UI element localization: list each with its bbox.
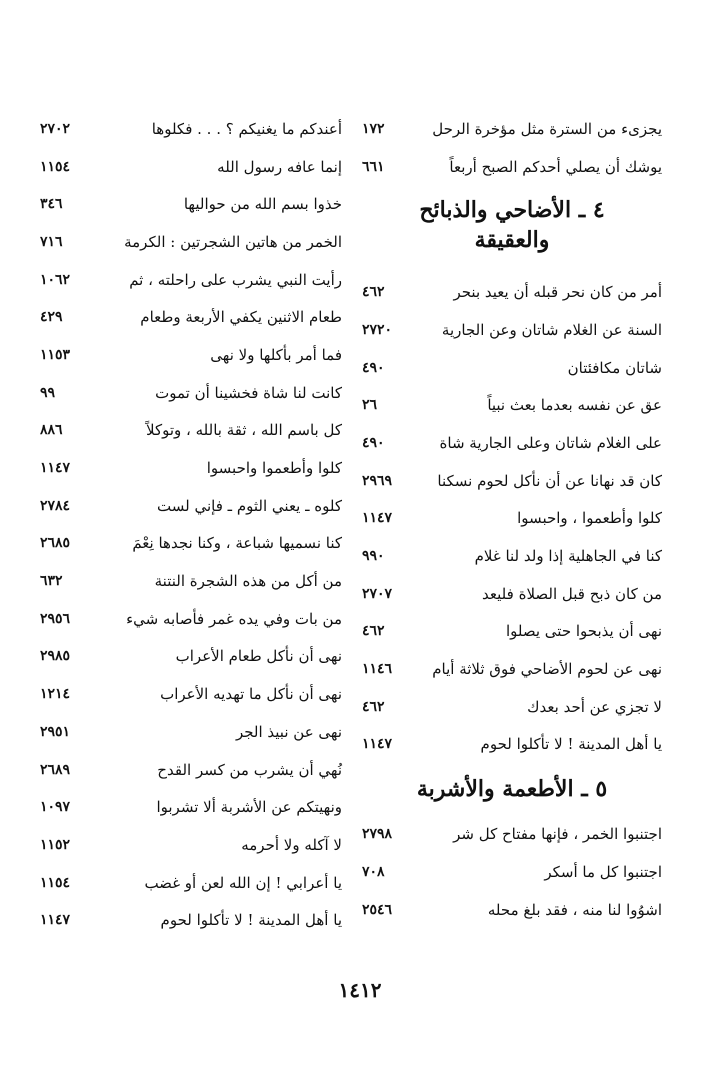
entry-text: نهى عن نبيذ الجر — [235, 722, 342, 741]
entry-number: ٢٦ — [362, 397, 378, 414]
entry-text: كل باسم الله ، ثقة بالله ، وتوكلاً — [146, 421, 342, 440]
entry-number: ٢٦٨٩ — [40, 761, 71, 778]
entry-text: اجتنبوا كل ما أسكر — [544, 862, 662, 881]
index-entry — [40, 185, 342, 223]
entry-number: ١١٤٧ — [362, 736, 393, 753]
index-entry — [362, 500, 662, 538]
index-entry — [40, 412, 342, 450]
entry-text: نهى أن نأكل ما تهديه الأعراب — [160, 685, 342, 704]
entry-number: ١١٤٧ — [362, 510, 393, 527]
entry-number: ٢٧٩٨ — [362, 826, 393, 843]
entry-text: كلوه ـ يعني الثوم ـ فإني لست — [157, 496, 342, 515]
entry-text: إنما عافه رسول الله — [217, 157, 342, 176]
entry-text: كلوا وأطعموا واحبسوا — [206, 459, 342, 478]
entry-number: ٨٨٦ — [40, 422, 63, 439]
index-entry — [40, 675, 342, 713]
entry-number: ١٠٩٧ — [40, 799, 71, 816]
entry-number: ١٠٦٢ — [40, 271, 71, 288]
index-entry — [362, 853, 662, 891]
right-column — [362, 110, 662, 928]
entry-number: ١١٥٢ — [40, 836, 71, 853]
index-entry — [40, 638, 342, 676]
index-entry — [40, 525, 342, 563]
index-entry — [362, 462, 662, 500]
entry-text: يا أعرابي ! إن الله لعن أو غضب — [144, 873, 342, 892]
entry-text: رأيت النبي يشرب على راحلته ، ثم — [129, 270, 342, 289]
entry-text: نهى أن يذبحوا حتى يصلوا — [505, 622, 662, 641]
section-heading-line: ٤ ـ الأضاحي والذبائح — [419, 197, 605, 224]
entry-text: يجزىء من السترة مثل مؤخرة الرحل — [432, 119, 662, 138]
index-entry — [40, 261, 342, 299]
entry-number: ٢٩٦٩ — [362, 472, 393, 489]
entry-text: من بات وفي يده غمر فأصابه شيء — [126, 609, 342, 628]
entry-text: كنا نسميها شباعة ، وكنا نجدها نِعْمَ — [132, 534, 342, 553]
index-entry — [40, 487, 342, 525]
entry-text: الخمر من هاتين الشجرتين : الكرمة — [124, 232, 342, 251]
entry-number: ١٢١٤ — [40, 686, 71, 703]
index-entry — [40, 713, 342, 751]
section-heading-5 — [362, 763, 662, 815]
index-entry — [362, 349, 662, 387]
index-entry — [362, 726, 662, 764]
entry-number: ٩٩ — [40, 384, 56, 401]
entry-number: ٤٦٢ — [362, 623, 385, 640]
index-entry — [362, 575, 662, 613]
index-entry — [40, 826, 342, 864]
entry-number: ٤٩٠ — [362, 434, 385, 451]
index-entry — [362, 110, 662, 148]
entry-text: عق عن نفسه بعدما بعث نبياً — [487, 396, 662, 415]
index-entry — [362, 311, 662, 349]
entry-text: طعام الاثنين يكفي الأربعة وطعام — [140, 308, 342, 327]
entry-number: ٧٠٨ — [362, 863, 385, 880]
entry-number: ٤٦٢ — [362, 284, 385, 301]
entry-text: يا أهل المدينة ! لا تأكلوا لحوم — [160, 911, 342, 930]
index-entry — [362, 148, 662, 186]
entry-text: لا آكله ولا أحرمه — [241, 835, 342, 854]
section-heading-4 — [362, 185, 662, 273]
section-heading-line: ٥ ـ الأطعمة والأشربة — [416, 776, 608, 803]
index-entry — [362, 273, 662, 311]
entry-text: نهى عن لحوم الأضاحي فوق ثلاثة أيام — [432, 660, 662, 679]
entry-number: ٢٦٨٥ — [40, 535, 71, 552]
index-entry — [362, 613, 662, 651]
entry-text: من أكل من هذه الشجرة النتنة — [154, 572, 342, 591]
entry-text: يوشك أن يصلي أحدكم الصبح أربعاً — [449, 157, 662, 176]
index-entry — [362, 650, 662, 688]
index-entry — [362, 815, 662, 853]
index-entry — [40, 223, 342, 261]
entry-number: ٢٧٢٠ — [362, 321, 393, 338]
index-entry — [40, 751, 342, 789]
entry-number: ٢٧٠٢ — [40, 120, 71, 137]
entry-text: خذوا بسم الله من حواليها — [183, 195, 342, 214]
entry-number: ١١٥٤ — [40, 874, 71, 891]
entry-text: يا أهل المدينة ! لا تأكلوا لحوم — [480, 735, 662, 754]
entry-text: ونهيتكم عن الأشربة ألا تشربوا — [156, 798, 342, 817]
left-column — [40, 110, 342, 939]
entry-text: كلوا وأطعموا ، واحبسوا — [517, 509, 662, 528]
entry-text: نُهي أن يشرب من كسر القدح — [157, 760, 342, 779]
entry-number: ٤٢٩ — [40, 309, 63, 326]
entry-text: فما أمر بأكلها ولا نهى — [210, 345, 342, 364]
entry-text: السنة عن الغلام شاتان وعن الجارية — [441, 320, 662, 339]
entry-number: ٢٩٨٥ — [40, 648, 71, 665]
entry-number: ٦٣٢ — [40, 573, 63, 590]
entry-number: ١١٥٤ — [40, 158, 71, 175]
entry-text: أمر من كان نحر قبله أن يعيد بنحر — [453, 283, 662, 302]
entry-number: ٤٩٠ — [362, 359, 385, 376]
index-entry — [40, 148, 342, 186]
index-entry — [40, 864, 342, 902]
entry-number: ٢٧٨٤ — [40, 497, 71, 514]
section-heading-line: والعقيقة — [474, 227, 550, 254]
entry-number: ٢٩٥١ — [40, 723, 71, 740]
page-number: ١٤١٢ — [338, 978, 382, 1002]
index-entry — [40, 901, 342, 939]
entry-number: ١١٤٧ — [40, 912, 71, 929]
entry-number: ٢٧٠٧ — [362, 585, 393, 602]
entry-text: على الغلام شاتان وعلى الجارية شاة — [439, 433, 662, 452]
index-entry — [362, 386, 662, 424]
entry-number: ١٧٢ — [362, 120, 385, 137]
entry-text: نهى أن نأكل طعام الأعراب — [175, 647, 342, 666]
index-entry — [362, 688, 662, 726]
entry-text: كنا في الجاهلية إذا ولد لنا غلام — [474, 547, 662, 566]
index-entry — [40, 374, 342, 412]
entry-text: لا تجزي عن أحد بعدك — [527, 697, 662, 716]
entry-number: ٧١٦ — [40, 233, 63, 250]
entry-text: شاتان مكافئتان — [567, 358, 662, 377]
entry-text: كان قد نهانا عن أن نأكل لحوم نسكنا — [437, 471, 662, 490]
entry-number: ١١٤٦ — [362, 661, 393, 678]
index-entry — [40, 600, 342, 638]
entry-number: ١١٤٧ — [40, 460, 71, 477]
index-entry — [362, 891, 662, 929]
entry-number: ٢٩٥٦ — [40, 610, 71, 627]
entry-text: كانت لنا شاة فخشينا أن تموت — [155, 383, 342, 402]
index-entry — [362, 424, 662, 462]
entry-text: اشوُوا لنا منه ، فقد بلغ محله — [487, 900, 662, 919]
index-entry — [362, 537, 662, 575]
entry-text: أعندكم ما يغنيكم ؟ . . . فكلوها — [151, 119, 342, 138]
index-entry — [40, 562, 342, 600]
entry-number: ٣٤٦ — [40, 196, 63, 213]
index-entry — [40, 336, 342, 374]
index-entry — [40, 449, 342, 487]
index-entry — [40, 788, 342, 826]
entry-number: ١١٥٣ — [40, 346, 71, 363]
index-entry — [40, 110, 342, 148]
entry-number: ٩٩٠ — [362, 548, 385, 565]
index-entry — [40, 298, 342, 336]
entry-text: من كان ذبح قبل الصلاة فليعد — [482, 584, 662, 603]
entry-number: ٤٦٢ — [362, 698, 385, 715]
entry-number: ٦٦١ — [362, 158, 385, 175]
entry-text: اجتنبوا الخمر ، فإنها مفتاح كل شر — [453, 825, 662, 844]
entry-number: ٢٥٤٦ — [362, 901, 393, 918]
